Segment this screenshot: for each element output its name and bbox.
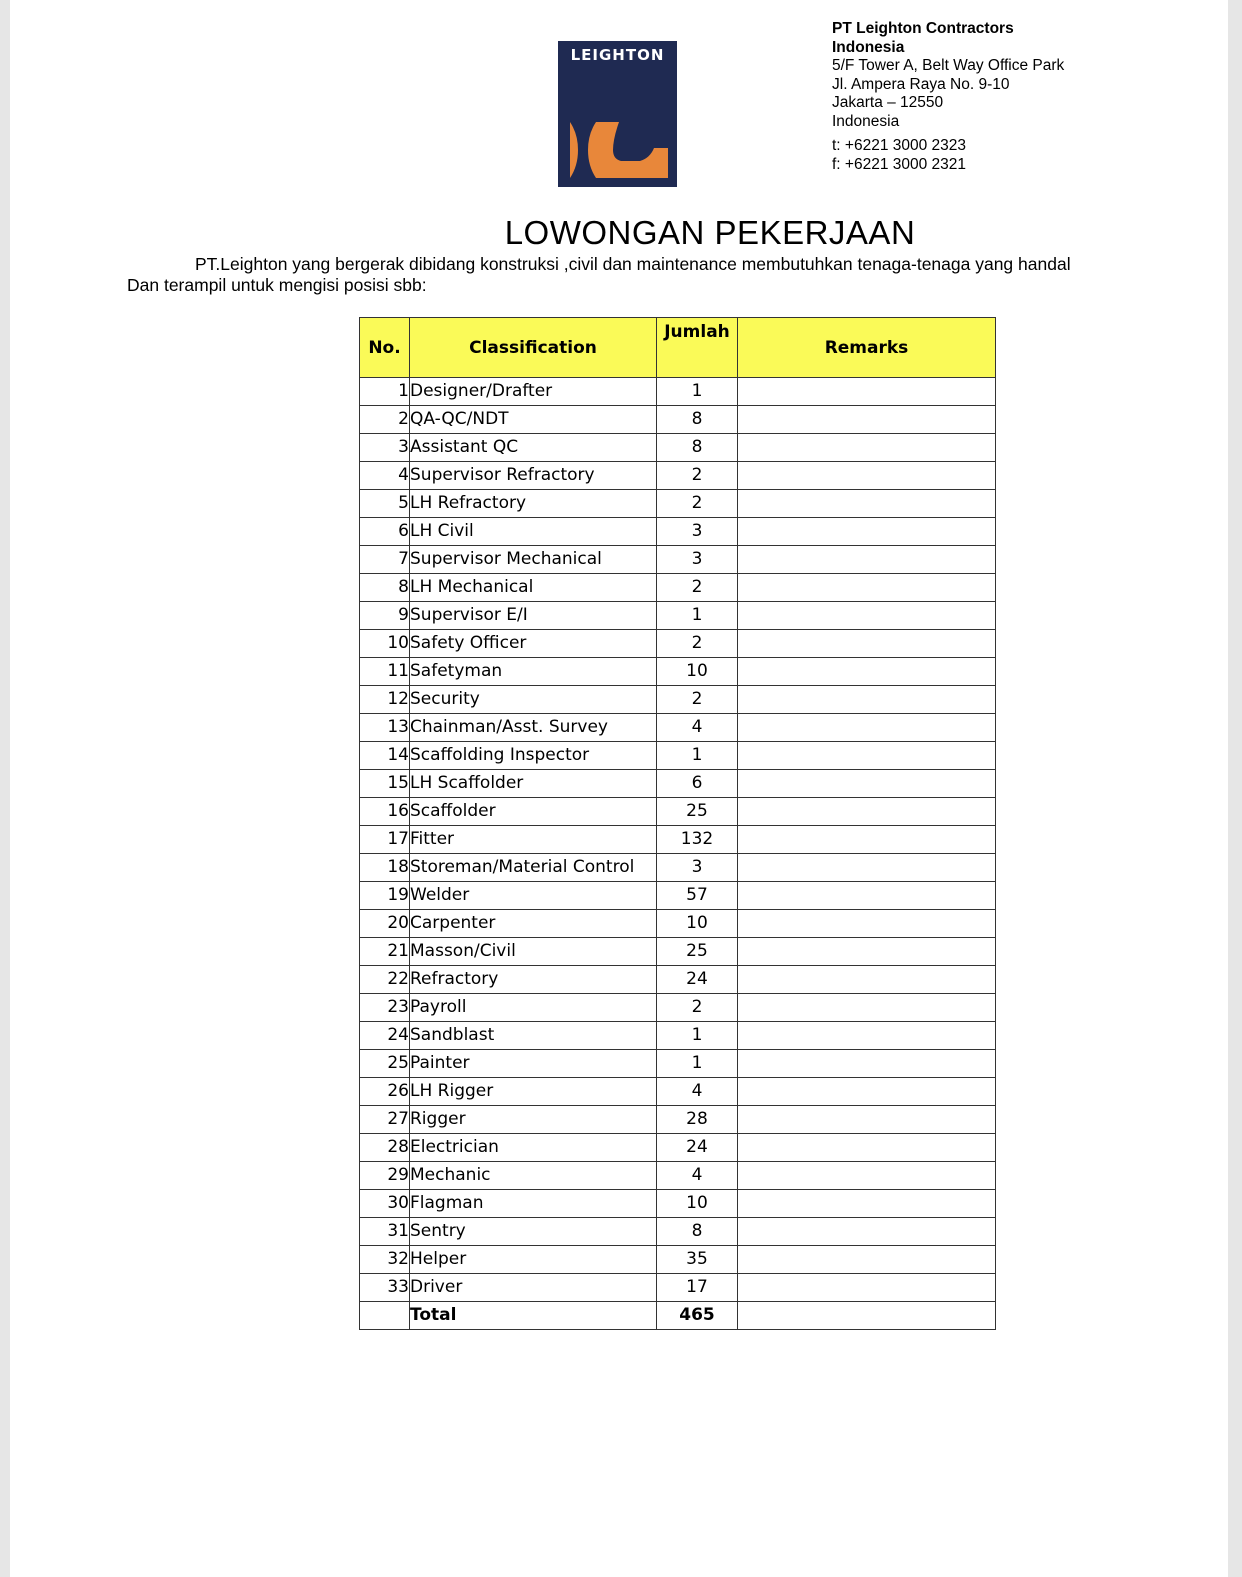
row-number: 10 bbox=[360, 630, 410, 658]
row-classification: LH Scaffolder bbox=[410, 770, 657, 798]
job-vacancy-table bbox=[359, 317, 996, 1330]
row-number: 4 bbox=[360, 462, 410, 490]
row-number: 9 bbox=[360, 602, 410, 630]
row-jumlah: 2 bbox=[657, 462, 738, 490]
row-classification: Chainman/Asst. Survey bbox=[410, 714, 657, 742]
row-number: 3 bbox=[360, 434, 410, 462]
table-row bbox=[360, 1246, 996, 1274]
column-header-jumlah: Jumlah bbox=[657, 318, 738, 378]
row-jumlah: 25 bbox=[657, 938, 738, 966]
row-classification: Mechanic bbox=[410, 1162, 657, 1190]
row-classification: Scaffolder bbox=[410, 798, 657, 826]
row-jumlah: 6 bbox=[657, 770, 738, 798]
table-row bbox=[360, 994, 996, 1022]
row-remarks bbox=[738, 686, 996, 714]
row-jumlah: 35 bbox=[657, 1246, 738, 1274]
row-number: 29 bbox=[360, 1162, 410, 1190]
row-number: 27 bbox=[360, 1106, 410, 1134]
row-classification: Carpenter bbox=[410, 910, 657, 938]
row-number: 5 bbox=[360, 490, 410, 518]
table-row bbox=[360, 602, 996, 630]
table-row bbox=[360, 1162, 996, 1190]
row-jumlah: 1 bbox=[657, 1050, 738, 1078]
row-remarks bbox=[738, 854, 996, 882]
row-jumlah: 25 bbox=[657, 798, 738, 826]
table-row bbox=[360, 938, 996, 966]
row-classification: Painter bbox=[410, 1050, 657, 1078]
row-jumlah: 24 bbox=[657, 1134, 738, 1162]
row-remarks bbox=[738, 966, 996, 994]
table-row bbox=[360, 658, 996, 686]
row-classification: Scaffolding Inspector bbox=[410, 742, 657, 770]
row-jumlah: 10 bbox=[657, 910, 738, 938]
column-header-remarks: Remarks bbox=[738, 318, 996, 378]
table-row bbox=[360, 574, 996, 602]
row-number: 21 bbox=[360, 938, 410, 966]
row-remarks bbox=[738, 1022, 996, 1050]
table-row bbox=[360, 1134, 996, 1162]
intro-line: PT.Leighton yang bergerak dibidang konstruksi ,civil dan maintenance membutuhkan tenaga-tenaga yang handal bbox=[195, 254, 1071, 274]
row-number: 33 bbox=[360, 1274, 410, 1302]
row-classification: Supervisor E/I bbox=[410, 602, 657, 630]
row-classification: Security bbox=[410, 686, 657, 714]
row-classification: LH Refractory bbox=[410, 490, 657, 518]
row-classification: QA-QC/NDT bbox=[410, 406, 657, 434]
table-header-row bbox=[360, 318, 996, 378]
row-jumlah: 24 bbox=[657, 966, 738, 994]
row-number: 7 bbox=[360, 546, 410, 574]
row-jumlah: 3 bbox=[657, 854, 738, 882]
address-line: 5/F Tower A, Belt Way Office Park bbox=[832, 57, 1065, 74]
row-number: 1 bbox=[360, 378, 410, 406]
row-remarks bbox=[738, 1246, 996, 1274]
intro-line: Dan terampil untuk mengisi posisi sbb: bbox=[127, 275, 427, 295]
row-classification: Sandblast bbox=[410, 1022, 657, 1050]
row-remarks bbox=[738, 882, 996, 910]
row-remarks bbox=[738, 630, 996, 658]
row-remarks bbox=[738, 462, 996, 490]
table-row bbox=[360, 798, 996, 826]
row-jumlah: 2 bbox=[657, 994, 738, 1022]
row-jumlah: 1 bbox=[657, 1022, 738, 1050]
row-remarks bbox=[738, 770, 996, 798]
row-remarks bbox=[738, 826, 996, 854]
row-classification: Storeman/Material Control bbox=[410, 854, 657, 882]
row-classification: LH Rigger bbox=[410, 1078, 657, 1106]
row-number: 23 bbox=[360, 994, 410, 1022]
row-classification: Rigger bbox=[410, 1106, 657, 1134]
row-classification: LH Civil bbox=[410, 518, 657, 546]
row-remarks bbox=[738, 910, 996, 938]
table-row bbox=[360, 882, 996, 910]
column-header-classification: Classification bbox=[410, 318, 657, 378]
row-remarks bbox=[738, 602, 996, 630]
row-remarks bbox=[738, 546, 996, 574]
table-row bbox=[360, 1190, 996, 1218]
row-jumlah: 2 bbox=[657, 574, 738, 602]
row-classification: LH Mechanical bbox=[410, 574, 657, 602]
intro-paragraph bbox=[127, 254, 1147, 296]
row-jumlah: 4 bbox=[657, 1078, 738, 1106]
table-row bbox=[360, 714, 996, 742]
table-row bbox=[360, 546, 996, 574]
table-row bbox=[360, 406, 996, 434]
row-remarks bbox=[738, 714, 996, 742]
row-number: 22 bbox=[360, 966, 410, 994]
row-jumlah: 2 bbox=[657, 686, 738, 714]
row-number: 14 bbox=[360, 742, 410, 770]
row-remarks bbox=[738, 1078, 996, 1106]
row-classification: Fitter bbox=[410, 826, 657, 854]
page-title: LOWONGAN PEKERJAAN bbox=[504, 214, 916, 251]
row-jumlah: 3 bbox=[657, 518, 738, 546]
phone-number: t: +6221 3000 2323 bbox=[832, 137, 967, 154]
row-remarks bbox=[738, 742, 996, 770]
address-line: Indonesia bbox=[832, 112, 900, 130]
row-jumlah: 2 bbox=[657, 630, 738, 658]
row-classification: Welder bbox=[410, 882, 657, 910]
row-jumlah: 3 bbox=[657, 546, 738, 574]
row-number: 2 bbox=[360, 406, 410, 434]
column-header-no: No. bbox=[360, 318, 410, 378]
address-line: Jakarta – 12550 bbox=[832, 94, 944, 111]
table-row bbox=[360, 854, 996, 882]
row-number: 28 bbox=[360, 1134, 410, 1162]
total-remarks-cell bbox=[738, 1302, 996, 1330]
row-jumlah: 17 bbox=[657, 1274, 738, 1302]
row-remarks bbox=[738, 1106, 996, 1134]
row-remarks bbox=[738, 938, 996, 966]
row-jumlah: 8 bbox=[657, 434, 738, 462]
row-jumlah: 10 bbox=[657, 1190, 738, 1218]
table-row bbox=[360, 686, 996, 714]
row-number: 11 bbox=[360, 658, 410, 686]
row-number: 20 bbox=[360, 910, 410, 938]
table-row bbox=[360, 490, 996, 518]
row-jumlah: 4 bbox=[657, 1162, 738, 1190]
table-row bbox=[360, 378, 996, 406]
address-line: Jl. Ampera Raya No. 9-10 bbox=[832, 75, 1010, 93]
table-row bbox=[360, 1078, 996, 1106]
row-number: 16 bbox=[360, 798, 410, 826]
logo-wordmark: LEIGHTON bbox=[570, 46, 665, 64]
row-number: 26 bbox=[360, 1078, 410, 1106]
row-number: 13 bbox=[360, 714, 410, 742]
row-remarks bbox=[738, 378, 996, 406]
row-jumlah: 8 bbox=[657, 406, 738, 434]
row-jumlah: 28 bbox=[657, 1106, 738, 1134]
row-jumlah: 132 bbox=[657, 826, 738, 854]
row-classification: Sentry bbox=[410, 1218, 657, 1246]
row-number: 19 bbox=[360, 882, 410, 910]
total-number-cell bbox=[360, 1302, 410, 1330]
row-remarks bbox=[738, 518, 996, 546]
row-remarks bbox=[738, 658, 996, 686]
document-page bbox=[10, 0, 1228, 1577]
row-number: 30 bbox=[360, 1190, 410, 1218]
company-name-country: Indonesia bbox=[832, 38, 905, 56]
row-number: 15 bbox=[360, 770, 410, 798]
row-classification: Flagman bbox=[410, 1190, 657, 1218]
row-remarks bbox=[738, 1274, 996, 1302]
leighton-logo bbox=[558, 41, 677, 187]
total-jumlah: 465 bbox=[657, 1302, 738, 1330]
row-jumlah: 4 bbox=[657, 714, 738, 742]
row-remarks bbox=[738, 574, 996, 602]
row-jumlah: 2 bbox=[657, 490, 738, 518]
row-number: 31 bbox=[360, 1218, 410, 1246]
row-classification: Helper bbox=[410, 1246, 657, 1274]
table-row bbox=[360, 966, 996, 994]
row-number: 6 bbox=[360, 518, 410, 546]
row-number: 8 bbox=[360, 574, 410, 602]
leighton-l-mark-icon bbox=[558, 41, 677, 187]
row-jumlah: 8 bbox=[657, 1218, 738, 1246]
total-label: Total bbox=[410, 1302, 657, 1330]
row-classification: Refractory bbox=[410, 966, 657, 994]
row-number: 12 bbox=[360, 686, 410, 714]
row-remarks bbox=[738, 1218, 996, 1246]
table-row bbox=[360, 1274, 996, 1302]
row-classification: Designer/Drafter bbox=[410, 378, 657, 406]
row-remarks bbox=[738, 1050, 996, 1078]
table-body bbox=[360, 378, 996, 1330]
row-remarks bbox=[738, 994, 996, 1022]
row-jumlah: 1 bbox=[657, 378, 738, 406]
row-classification: Assistant QC bbox=[410, 434, 657, 462]
table-row bbox=[360, 462, 996, 490]
row-number: 32 bbox=[360, 1246, 410, 1274]
row-classification: Supervisor Refractory bbox=[410, 462, 657, 490]
row-remarks bbox=[738, 406, 996, 434]
row-classification: Masson/Civil bbox=[410, 938, 657, 966]
table-row bbox=[360, 1218, 996, 1246]
row-number: 18 bbox=[360, 854, 410, 882]
table-row bbox=[360, 826, 996, 854]
fax-number: f: +6221 3000 2321 bbox=[832, 155, 967, 173]
table-row bbox=[360, 742, 996, 770]
row-classification: Safetyman bbox=[410, 658, 657, 686]
table-row bbox=[360, 1050, 996, 1078]
row-remarks bbox=[738, 1134, 996, 1162]
row-remarks bbox=[738, 1162, 996, 1190]
row-classification: Driver bbox=[410, 1274, 657, 1302]
row-jumlah: 10 bbox=[657, 658, 738, 686]
table-row bbox=[360, 518, 996, 546]
row-number: 24 bbox=[360, 1022, 410, 1050]
row-classification: Supervisor Mechanical bbox=[410, 546, 657, 574]
row-jumlah: 1 bbox=[657, 742, 738, 770]
table-row bbox=[360, 910, 996, 938]
company-info bbox=[832, 20, 1064, 174]
table-row bbox=[360, 770, 996, 798]
table-total-row bbox=[360, 1302, 996, 1330]
row-remarks bbox=[738, 1190, 996, 1218]
row-number: 17 bbox=[360, 826, 410, 854]
row-number: 25 bbox=[360, 1050, 410, 1078]
row-remarks bbox=[738, 798, 996, 826]
row-classification: Safety Officer bbox=[410, 630, 657, 658]
row-classification: Payroll bbox=[410, 994, 657, 1022]
company-name: PT Leighton Contractors bbox=[832, 20, 1014, 37]
table-row bbox=[360, 1106, 996, 1134]
row-remarks bbox=[738, 490, 996, 518]
row-classification: Electrician bbox=[410, 1134, 657, 1162]
row-remarks bbox=[738, 434, 996, 462]
row-jumlah: 57 bbox=[657, 882, 738, 910]
table-row bbox=[360, 630, 996, 658]
table-row bbox=[360, 1022, 996, 1050]
table-row bbox=[360, 434, 996, 462]
row-jumlah: 1 bbox=[657, 602, 738, 630]
